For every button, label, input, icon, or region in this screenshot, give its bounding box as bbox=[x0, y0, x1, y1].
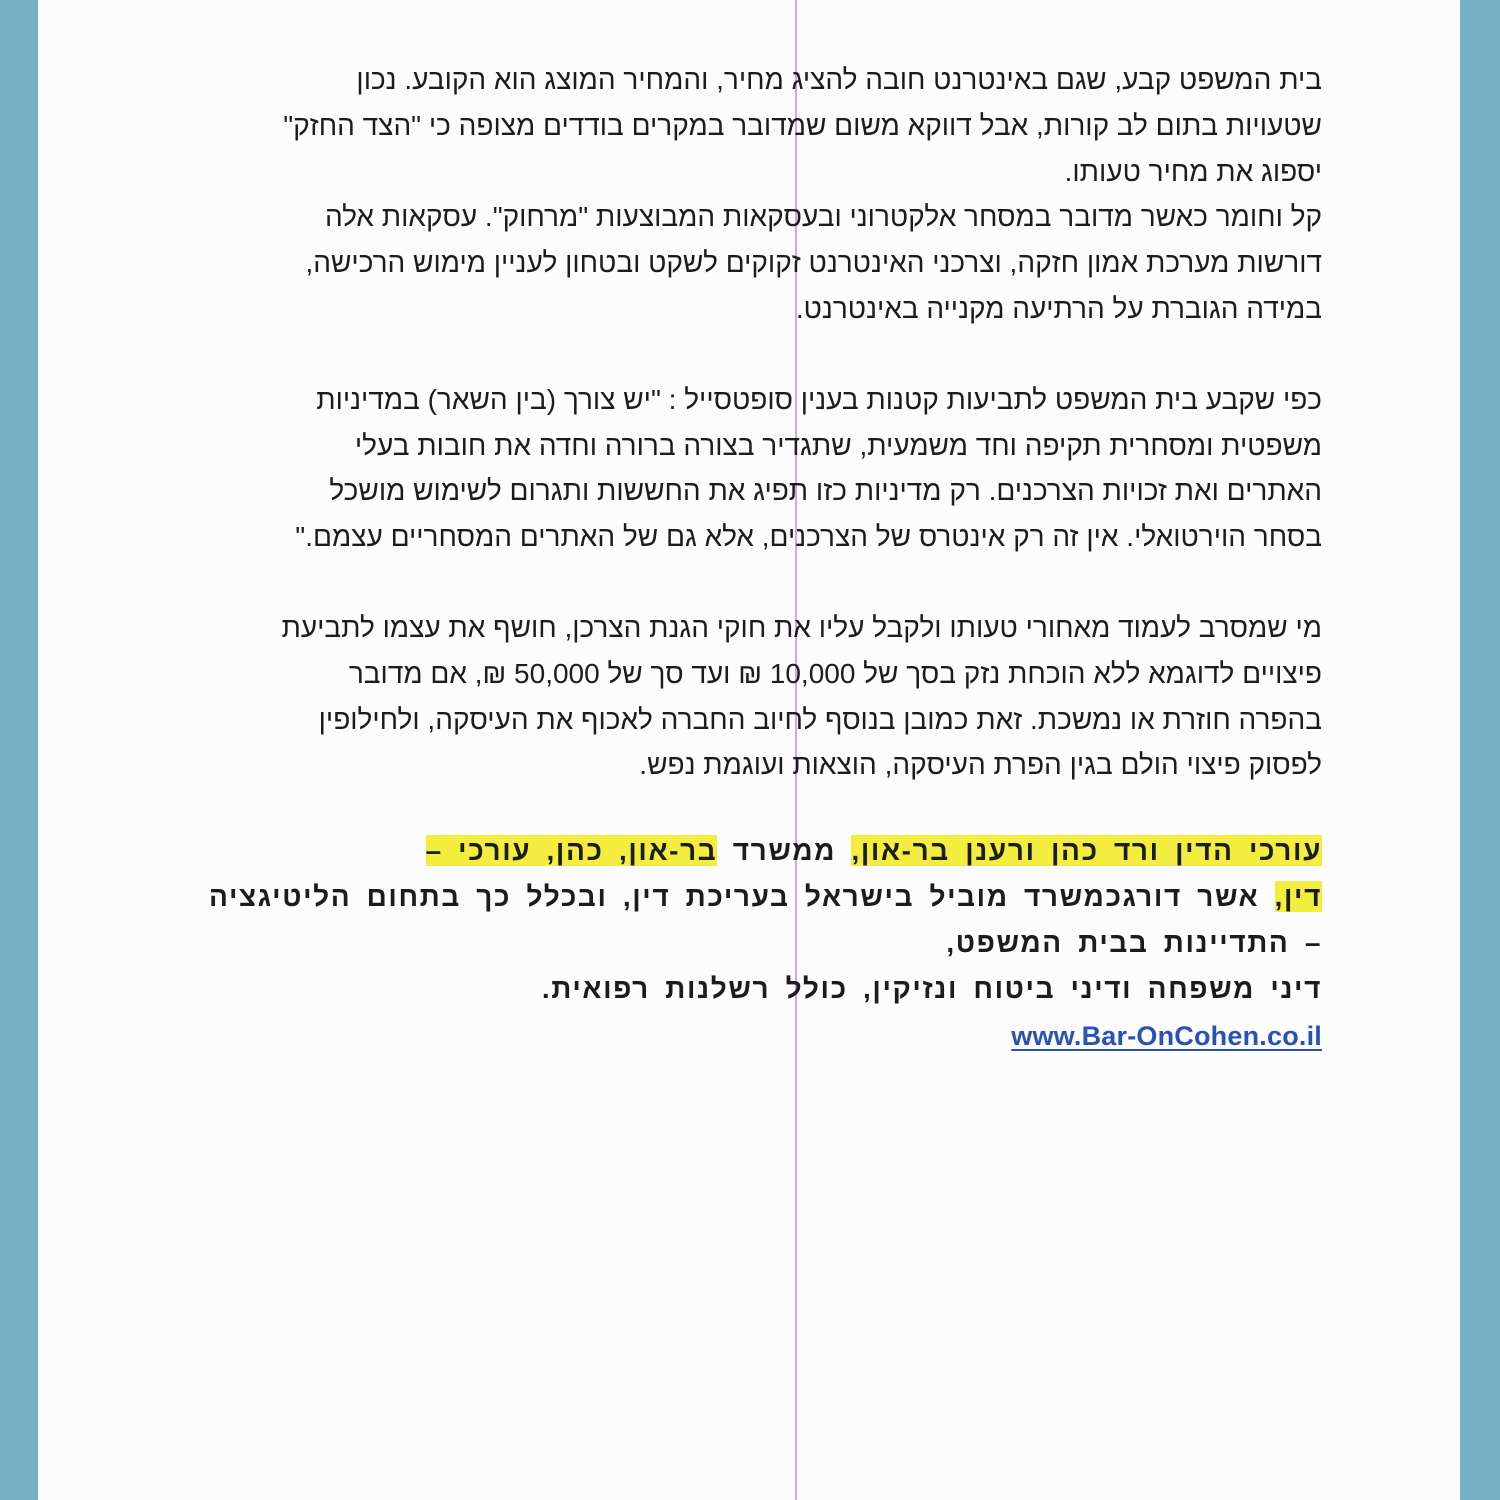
paragraph bbox=[148, 605, 1322, 788]
signature-text: ממשרד bbox=[717, 835, 852, 867]
scan-frame-left bbox=[0, 0, 38, 1500]
highlighted-text: בר-און, כהן, עורכי – bbox=[425, 835, 718, 867]
text-line: בסחר הוירטואלי. אין זה רק אינטרס של הצרכנים, אלא גם של האתרים המסחריים עצמם." bbox=[295, 521, 1322, 553]
paragraph-spacer bbox=[148, 560, 1322, 605]
signature-block bbox=[148, 828, 1322, 1059]
text-line: יספוג את מחיר טעותו. bbox=[1064, 155, 1322, 187]
text-line: במידה הגוברת על הרתיעה מקנייה באינטרנט. bbox=[795, 292, 1322, 324]
text-line: קל וחומר כאשר מדובר במסחר אלקטרוני ובעסקאות המבוצעות "מרחוק". עסקאות אלה bbox=[324, 201, 1322, 233]
signature-line bbox=[148, 874, 1322, 920]
paragraph bbox=[148, 377, 1322, 560]
text-line: כפי שקבע בית המשפט לתביעות קטנות בענין סופטסייל : "יש צורך (בין השאר) במדיניות bbox=[316, 383, 1322, 415]
text-line: משפטית ומסחרית תקיפה וחד משמעית, שתגדיר בצורה ברורה וחדה את חובות בעלי bbox=[354, 429, 1322, 461]
text-line: מי שמסרב לעמוד מאחורי טעותו ולקבל עליו את חוקי הגנת הצרכן, חושף את עצמו לתביעת bbox=[281, 611, 1322, 643]
paragraph-spacer bbox=[148, 788, 1322, 828]
signature-text: אשר דורגכמשרד מוביל בישראל בעריכת דין, ובכלל כך בתחום הליטיגציה bbox=[209, 880, 1275, 912]
signature-line: דיני משפחה ודיני ביטוח ונזיקין, כולל רשלנות רפואית. bbox=[541, 972, 1322, 1004]
highlighted-text: עורכי הדין ורד כהן ורענן בר-און, bbox=[851, 835, 1322, 867]
paragraph bbox=[148, 194, 1322, 331]
paragraph bbox=[148, 57, 1322, 194]
text-line: לפסוק פיצוי הולם בגין הפרת העיסקה, הוצאות ועוגמת נפש. bbox=[639, 749, 1322, 781]
signature-line bbox=[148, 828, 1322, 874]
url-line bbox=[148, 1013, 1322, 1059]
highlighted-text: דין, bbox=[1274, 880, 1322, 912]
document-body bbox=[148, 57, 1322, 1059]
document-page bbox=[38, 0, 1460, 1500]
signature-line: – התדיינות בבית המשפט, bbox=[946, 926, 1322, 958]
paragraph-spacer bbox=[148, 332, 1322, 377]
text-line: שטעויות בתום לב קורות, אבל דווקא משום שמדובר במקרים בודדים מצופה כי "הצד החזק" bbox=[283, 109, 1322, 141]
text-line: האתרים ואת זכויות הצרכנים. רק מדיניות כזו תפיג את החששות ותגרום לשימוש מושכל bbox=[329, 475, 1322, 507]
website-link[interactable]: www.Bar-OnCohen.co.il bbox=[1011, 1021, 1322, 1052]
scan-frame-right bbox=[1460, 0, 1500, 1500]
text-line: דורשות מערכת אמון חזקה, וצרכני האינטרנט זקוקים לשקט ובטחון לעניין מימוש הרכישה, bbox=[305, 247, 1322, 279]
text-line: בית המשפט קבע, שגם באינטרנט חובה להציג מחיר, והמחיר המוצג הוא הקובע. נכון bbox=[356, 64, 1322, 95]
text-line: פיצויים לדוגמא ללא הוכחת נזק בסך של 10,000 ₪ ועד סך של 50,000 ₪, אם מדובר bbox=[348, 657, 1322, 689]
text-line: בהפרה חוזרת או נמשכת. זאת כמובן בנוסף לחיוב החברה לאכוף את העיסקה, ולחילופין bbox=[318, 703, 1322, 735]
